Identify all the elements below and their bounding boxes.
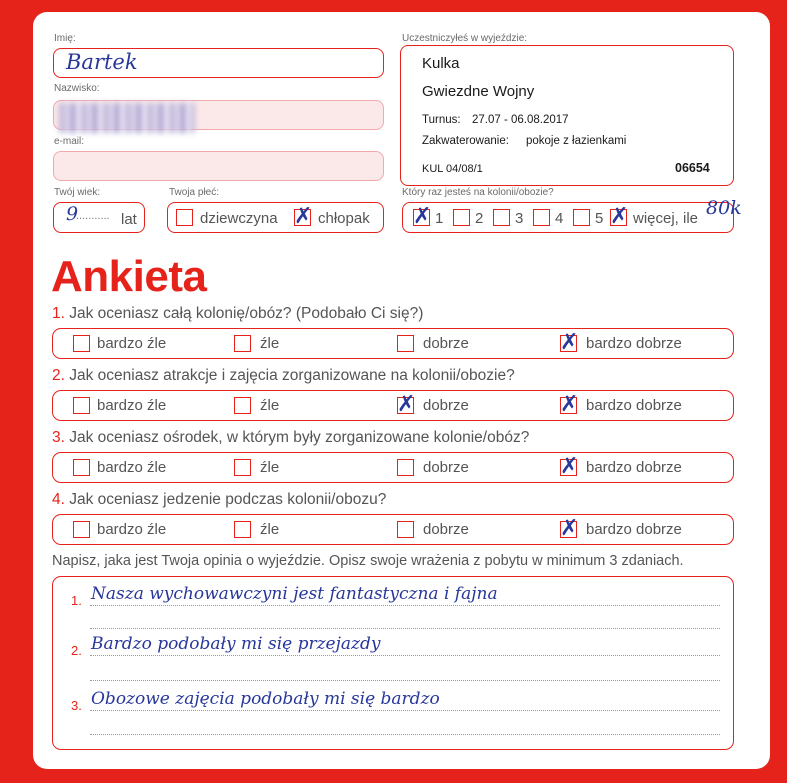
q4-bad-label: źle bbox=[260, 521, 280, 538]
name-label: Imię: bbox=[54, 33, 76, 44]
attendance-1-label: 1 bbox=[435, 210, 444, 227]
q3-very-bad-label: bardzo źle bbox=[97, 459, 167, 476]
q4-very-good-mark: ✗ bbox=[560, 516, 579, 541]
opinion-line-3-text: Obozowe zajęcia podobały mi się bardzo bbox=[91, 689, 440, 709]
gender-boy-check-mark: ✗ bbox=[294, 204, 313, 229]
q2-good-mark: ✗ bbox=[397, 392, 416, 417]
opinion-line-2-text: Bardzo podobały mi się przejazdy bbox=[91, 634, 381, 654]
attendance-4-checkbox[interactable] bbox=[533, 209, 550, 226]
opinion-line-1-number: 1. bbox=[71, 593, 82, 608]
q1-good-label: dobrze bbox=[423, 335, 469, 352]
trip-accommodation-label: Zakwaterowanie: bbox=[422, 135, 509, 147]
attendance-1-mark: ✗ bbox=[413, 204, 432, 229]
q1-very-bad-checkbox[interactable] bbox=[73, 335, 90, 352]
opinion-line-3-number: 3. bbox=[71, 698, 82, 713]
q2-very-bad-label: bardzo źle bbox=[97, 397, 167, 414]
q2-bad-label: źle bbox=[260, 397, 280, 414]
q3-good-label: dobrze bbox=[423, 459, 469, 476]
surname-label: Nazwisko: bbox=[54, 83, 100, 94]
gender-girl-label: dziewczyna bbox=[200, 210, 278, 227]
attendance-5-label: 5 bbox=[595, 210, 604, 227]
gender-label: Twoja płeć: bbox=[169, 187, 220, 198]
age-unit: lat bbox=[121, 211, 137, 228]
question-1: 1. Jak oceniasz całą kolonię/obóz? (Podobało Ci się?) bbox=[52, 305, 424, 322]
q3-bad-checkbox[interactable] bbox=[234, 459, 251, 476]
q2-good-label: dobrze bbox=[423, 397, 469, 414]
q1-very-bad-label: bardzo źle bbox=[97, 335, 167, 352]
q4-good-label: dobrze bbox=[423, 521, 469, 538]
q2-very-good-label: bardzo dobrze bbox=[586, 397, 682, 414]
trip-program: Gwiezdne Wojny bbox=[422, 83, 535, 100]
trip-label: Uczestniczyłeś w wyjeździe: bbox=[402, 33, 528, 44]
q2-bad-checkbox[interactable] bbox=[234, 397, 251, 414]
attendance-3-label: 3 bbox=[515, 210, 524, 227]
trip-term-value: 27.07 - 06.08.2017 bbox=[472, 114, 569, 126]
q4-very-good-label: bardzo dobrze bbox=[586, 521, 682, 538]
q1-bad-checkbox[interactable] bbox=[234, 335, 251, 352]
attendance-more-label: więcej, ile bbox=[633, 210, 699, 227]
q1-very-good-mark: ✗ bbox=[560, 330, 579, 355]
age-label: Twój wiek: bbox=[54, 187, 101, 198]
question-4: 4. Jak oceniasz jedzenie podczas kolonii/obozu? bbox=[52, 491, 387, 508]
survey-sheet bbox=[33, 12, 770, 769]
opinion-line-1-text: Nasza wychowawczyni jest fantastyczna i fajna bbox=[91, 584, 498, 604]
q3-very-good-mark: ✗ bbox=[560, 454, 579, 479]
q2-very-good-mark: ✗ bbox=[560, 392, 579, 417]
q1-bad-label: źle bbox=[260, 335, 280, 352]
opinion-divider-line bbox=[90, 680, 720, 681]
trip-code: KUL 04/08/1 bbox=[422, 163, 483, 175]
gender-girl-checkbox[interactable] bbox=[176, 209, 193, 226]
attendance-2-checkbox[interactable] bbox=[453, 209, 470, 226]
email-label: e-mail: bbox=[54, 136, 85, 147]
question-2-answers bbox=[52, 390, 734, 421]
attendance-more-mark: ✗ bbox=[610, 204, 629, 229]
opinion-divider-line bbox=[90, 628, 720, 629]
attendance-4-label: 4 bbox=[555, 210, 564, 227]
survey-title: Ankieta bbox=[51, 252, 207, 301]
attendance-3-checkbox[interactable] bbox=[493, 209, 510, 226]
question-2: 2. Jak oceniasz atrakcje i zajęcia zorganizowane na kolonii/obozie? bbox=[52, 367, 515, 384]
question-3-answers bbox=[52, 452, 734, 483]
trip-term-label: Turnus: bbox=[422, 114, 461, 126]
opinion-line-2 bbox=[90, 655, 720, 656]
question-1-answers bbox=[52, 328, 734, 359]
q3-good-checkbox[interactable] bbox=[397, 459, 414, 476]
email-field[interactable] bbox=[53, 151, 384, 181]
opinion-line-1 bbox=[90, 605, 720, 606]
gender-boy-label: chłopak bbox=[318, 210, 370, 227]
q3-very-good-label: bardzo dobrze bbox=[586, 459, 682, 476]
opinion-line-2-number: 2. bbox=[71, 643, 82, 658]
opinion-line-3 bbox=[90, 710, 720, 711]
attendance-2-label: 2 bbox=[475, 210, 484, 227]
trip-accommodation-value: pokoje z łazienkami bbox=[526, 135, 627, 147]
trip-camp-name: Kulka bbox=[422, 55, 460, 72]
surname-redacted-blur bbox=[59, 103, 195, 133]
trip-info-box bbox=[400, 45, 734, 186]
question-3: 3. Jak oceniasz ośrodek, w którym były zorganizowane kolonie/obóz? bbox=[52, 429, 530, 446]
attendance-handwritten: 80k bbox=[706, 197, 742, 219]
question-4-answers bbox=[52, 514, 734, 545]
name-handwritten: Bartek bbox=[66, 50, 138, 74]
q1-good-checkbox[interactable] bbox=[397, 335, 414, 352]
q3-very-bad-checkbox[interactable] bbox=[73, 459, 90, 476]
trip-number: 06654 bbox=[675, 161, 710, 175]
q4-very-bad-checkbox[interactable] bbox=[73, 521, 90, 538]
age-handwritten: 9 bbox=[66, 203, 79, 225]
q3-bad-label: źle bbox=[260, 459, 280, 476]
attendance-5-checkbox[interactable] bbox=[573, 209, 590, 226]
q4-good-checkbox[interactable] bbox=[397, 521, 414, 538]
age-dots: ........... bbox=[76, 210, 110, 222]
q4-bad-checkbox[interactable] bbox=[234, 521, 251, 538]
opinion-divider-line bbox=[90, 734, 720, 735]
q4-very-bad-label: bardzo źle bbox=[97, 521, 167, 538]
q1-very-good-label: bardzo dobrze bbox=[586, 335, 682, 352]
opinion-prompt: Napisz, jaka jest Twoja opinia o wyjeździe. Opisz swoje wrażenia z pobytu w minimum 3 zdaniach. bbox=[52, 553, 684, 569]
q2-very-bad-checkbox[interactable] bbox=[73, 397, 90, 414]
attendance-label: Który raz jesteś na kolonii/obozie? bbox=[402, 187, 554, 198]
